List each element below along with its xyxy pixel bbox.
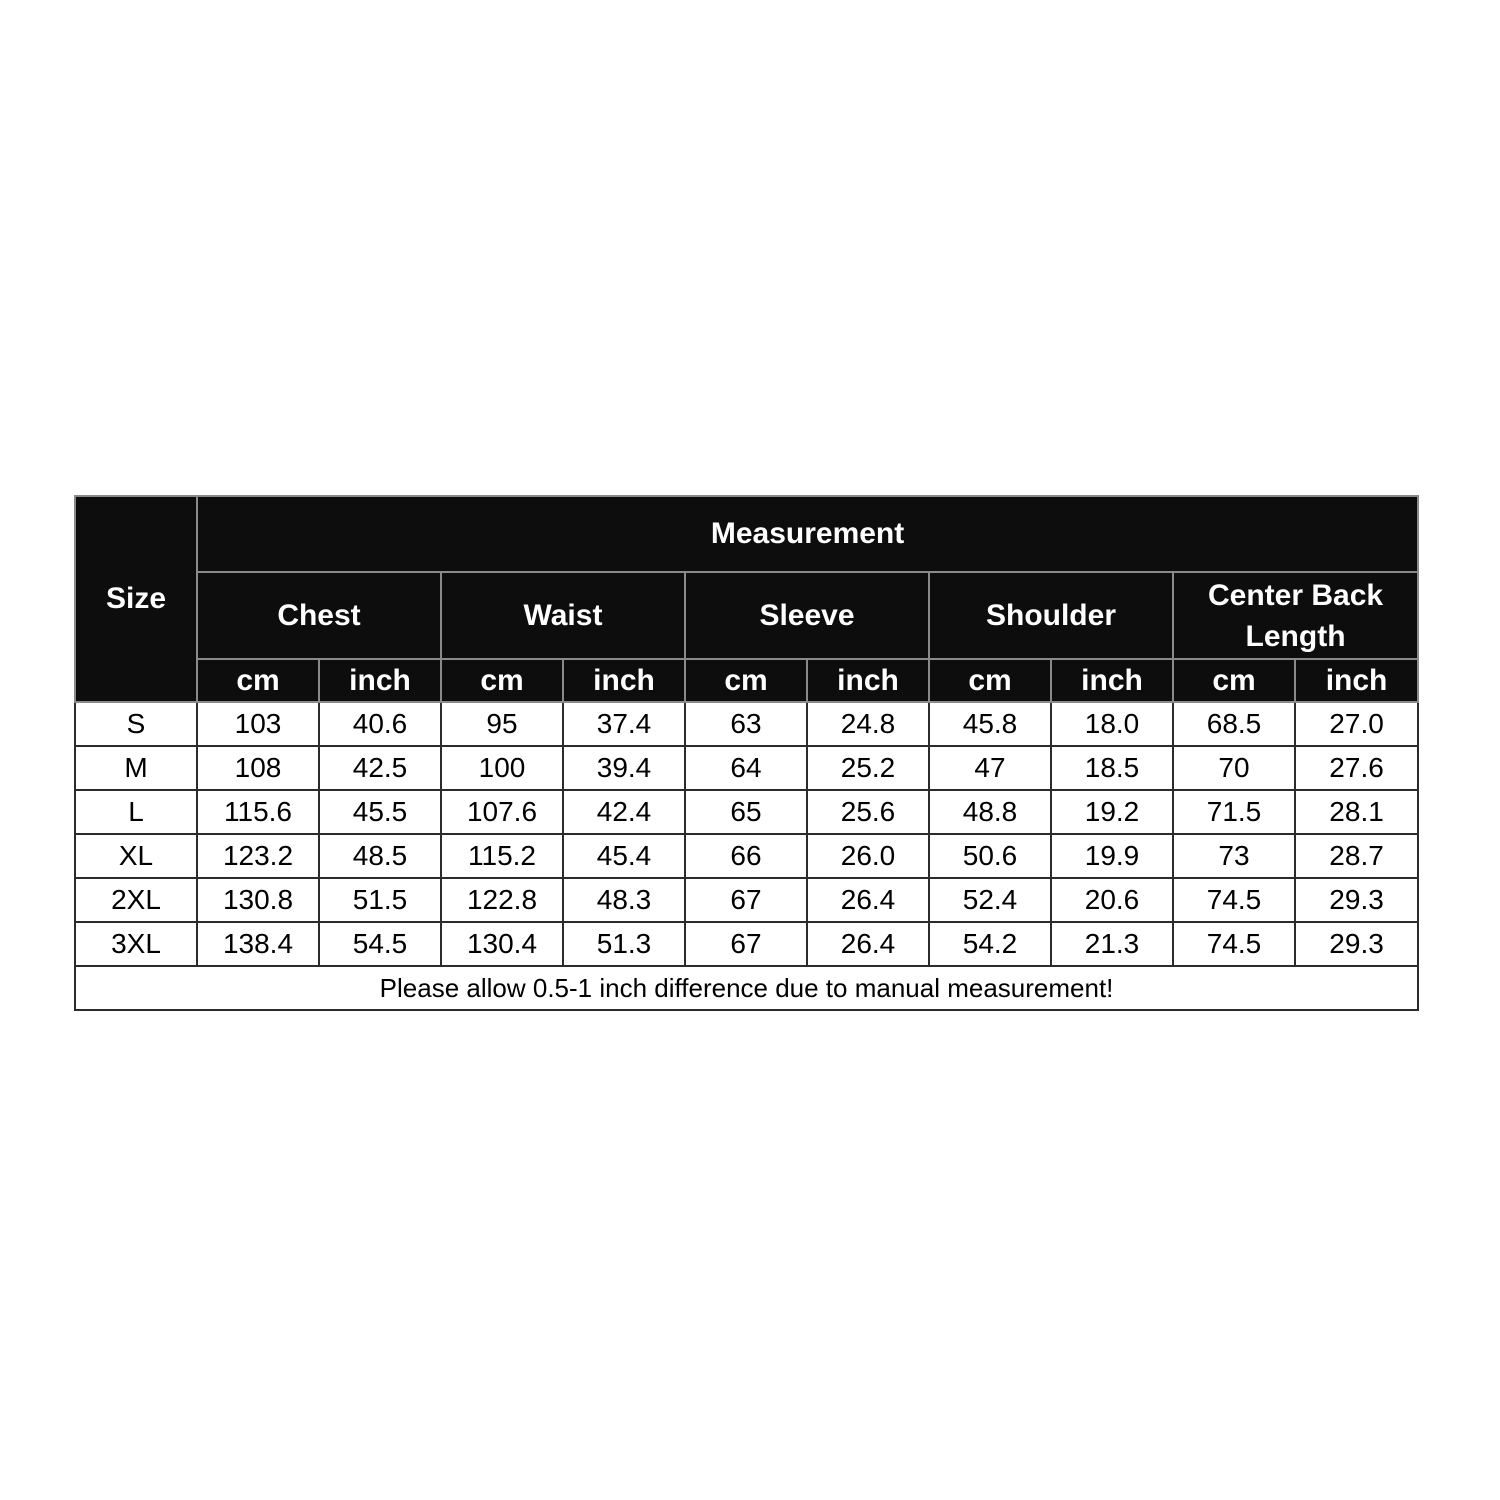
value-cell: 39.4	[563, 746, 685, 790]
table-row	[75, 922, 1418, 966]
value-cell: 27.6	[1295, 746, 1418, 790]
value-cell: 45.8	[929, 702, 1051, 746]
unit-header: inch	[1295, 659, 1418, 702]
value-cell: 18.5	[1051, 746, 1173, 790]
value-cell: 66	[685, 834, 807, 878]
table-row	[75, 790, 1418, 834]
value-cell: 40.6	[319, 702, 441, 746]
value-cell: 51.5	[319, 878, 441, 922]
value-cell: 28.1	[1295, 790, 1418, 834]
value-cell: 51.3	[563, 922, 685, 966]
size-cell: 2XL	[75, 878, 197, 922]
value-cell: 48.8	[929, 790, 1051, 834]
unit-header: inch	[1051, 659, 1173, 702]
value-cell: 138.4	[197, 922, 319, 966]
measurement-note: Please allow 0.5-1 inch difference due to manual measurement!	[75, 966, 1418, 1010]
value-cell: 25.6	[807, 790, 929, 834]
value-cell: 54.2	[929, 922, 1051, 966]
unit-header: inch	[563, 659, 685, 702]
size-rows	[75, 702, 1418, 1010]
value-cell: 29.3	[1295, 922, 1418, 966]
value-cell: 115.6	[197, 790, 319, 834]
value-cell: 45.5	[319, 790, 441, 834]
group-header-shoulder: Shoulder	[929, 572, 1173, 659]
value-cell: 64	[685, 746, 807, 790]
value-cell: 54.5	[319, 922, 441, 966]
size-header: Size	[75, 496, 197, 702]
value-cell: 115.2	[441, 834, 563, 878]
value-cell: 45.4	[563, 834, 685, 878]
size-cell: L	[75, 790, 197, 834]
value-cell: 50.6	[929, 834, 1051, 878]
unit-header: cm	[1173, 659, 1295, 702]
value-cell: 68.5	[1173, 702, 1295, 746]
unit-header: cm	[441, 659, 563, 702]
size-cell: XL	[75, 834, 197, 878]
value-cell: 130.4	[441, 922, 563, 966]
value-cell: 52.4	[929, 878, 1051, 922]
unit-header: cm	[197, 659, 319, 702]
size-cell: 3XL	[75, 922, 197, 966]
value-cell: 65	[685, 790, 807, 834]
group-header-center-back-length: Center Back Length	[1173, 572, 1418, 659]
value-cell: 47	[929, 746, 1051, 790]
value-cell: 25.2	[807, 746, 929, 790]
value-cell: 71.5	[1173, 790, 1295, 834]
note-row	[75, 966, 1418, 1010]
value-cell: 19.9	[1051, 834, 1173, 878]
value-cell: 29.3	[1295, 878, 1418, 922]
value-cell: 24.8	[807, 702, 929, 746]
value-cell: 95	[441, 702, 563, 746]
value-cell: 63	[685, 702, 807, 746]
size-cell: M	[75, 746, 197, 790]
value-cell: 74.5	[1173, 878, 1295, 922]
value-cell: 70	[1173, 746, 1295, 790]
group-header-sleeve: Sleeve	[685, 572, 929, 659]
value-cell: 67	[685, 922, 807, 966]
group-header-waist: Waist	[441, 572, 685, 659]
value-cell: 103	[197, 702, 319, 746]
value-cell: 42.4	[563, 790, 685, 834]
unit-header: cm	[685, 659, 807, 702]
unit-header: cm	[929, 659, 1051, 702]
value-cell: 122.8	[441, 878, 563, 922]
value-cell: 26.4	[807, 878, 929, 922]
size-cell: S	[75, 702, 197, 746]
value-cell: 20.6	[1051, 878, 1173, 922]
value-cell: 21.3	[1051, 922, 1173, 966]
table-row	[75, 834, 1418, 878]
unit-header: inch	[807, 659, 929, 702]
value-cell: 74.5	[1173, 922, 1295, 966]
measurement-header: Measurement	[197, 496, 1418, 572]
value-cell: 100	[441, 746, 563, 790]
size-chart-table	[74, 495, 1419, 1011]
value-cell: 48.5	[319, 834, 441, 878]
value-cell: 19.2	[1051, 790, 1173, 834]
value-cell: 107.6	[441, 790, 563, 834]
table-row	[75, 878, 1418, 922]
table-row	[75, 702, 1418, 746]
value-cell: 67	[685, 878, 807, 922]
size-chart	[74, 495, 1417, 1011]
table-row	[75, 746, 1418, 790]
value-cell: 42.5	[319, 746, 441, 790]
value-cell: 28.7	[1295, 834, 1418, 878]
value-cell: 37.4	[563, 702, 685, 746]
value-cell: 27.0	[1295, 702, 1418, 746]
value-cell: 48.3	[563, 878, 685, 922]
value-cell: 26.0	[807, 834, 929, 878]
unit-header: inch	[319, 659, 441, 702]
value-cell: 108	[197, 746, 319, 790]
value-cell: 130.8	[197, 878, 319, 922]
value-cell: 26.4	[807, 922, 929, 966]
group-header-chest: Chest	[197, 572, 441, 659]
value-cell: 123.2	[197, 834, 319, 878]
value-cell: 18.0	[1051, 702, 1173, 746]
value-cell: 73	[1173, 834, 1295, 878]
